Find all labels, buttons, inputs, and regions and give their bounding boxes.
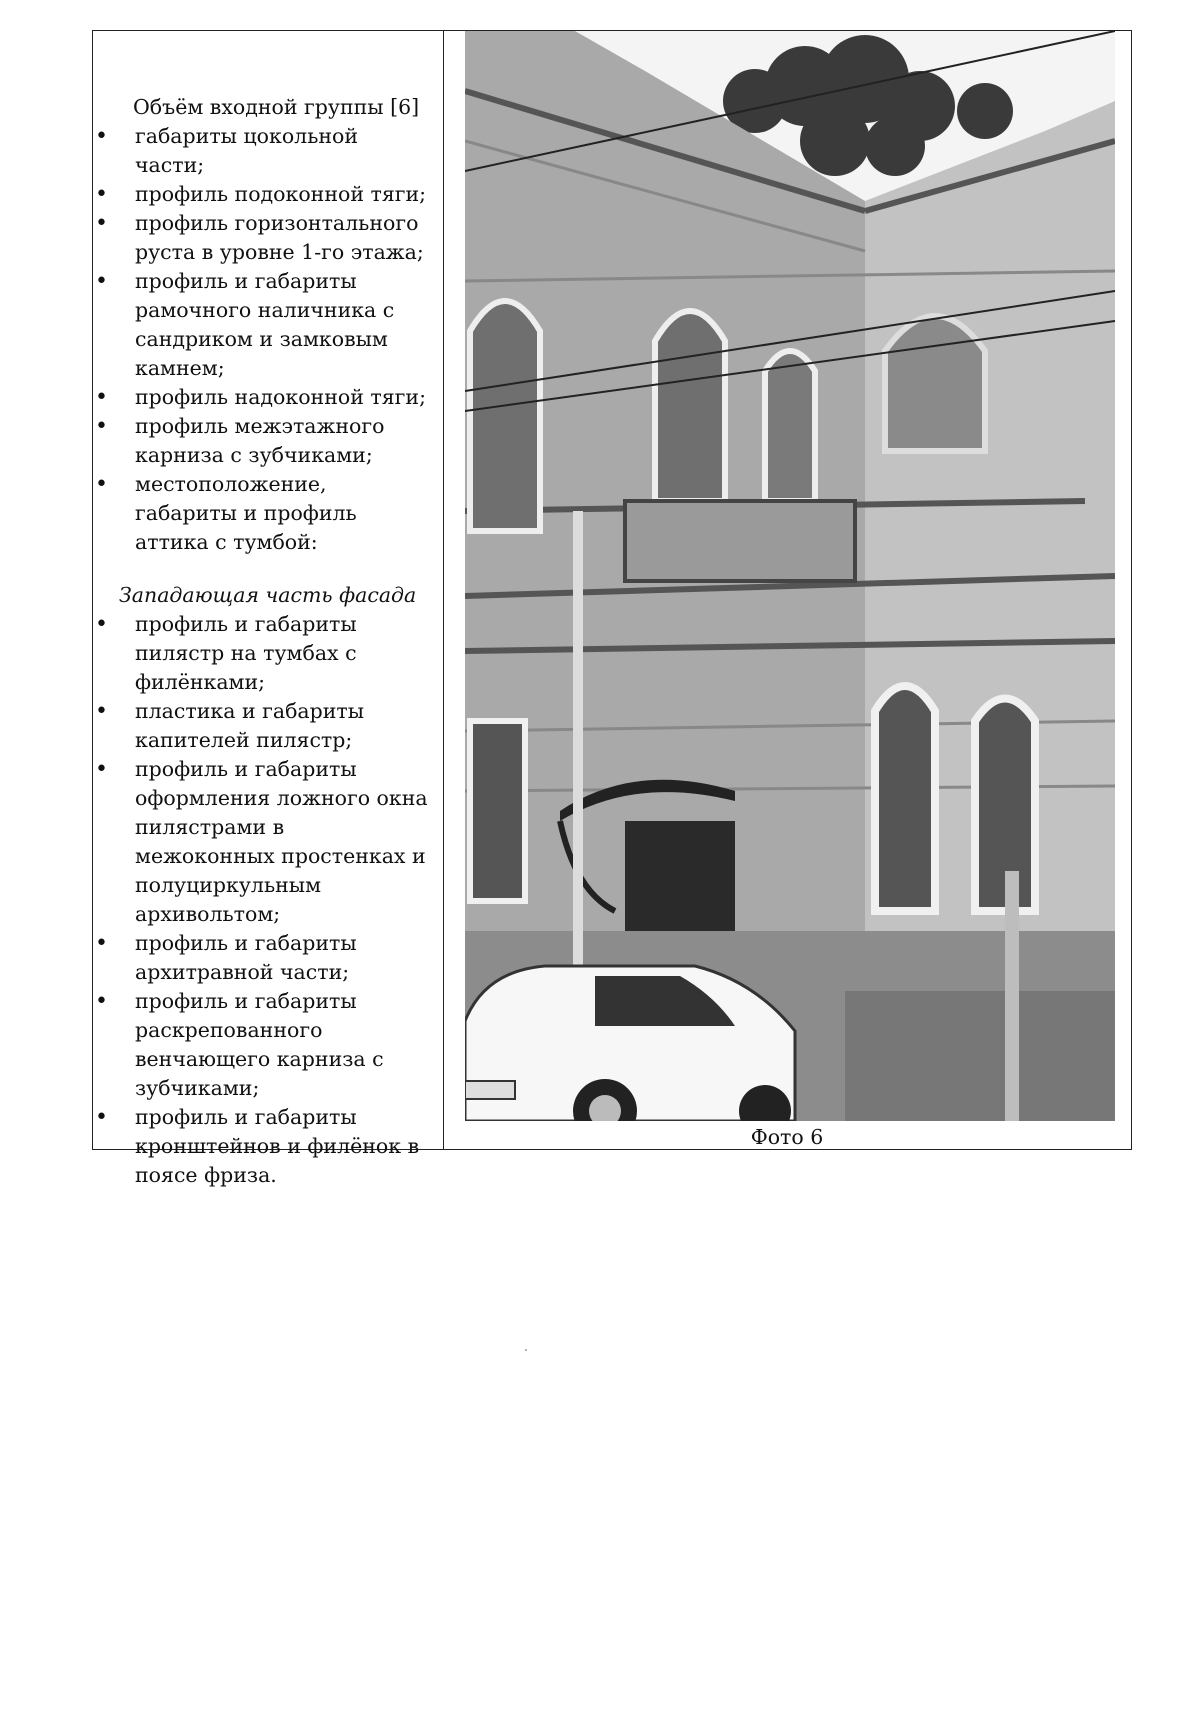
list-item: • местоположение, габариты и профиль аттика с тумбой: bbox=[95, 472, 357, 554]
list-item: • профиль и габариты архитравной части; bbox=[95, 931, 357, 984]
column-divider bbox=[443, 31, 444, 1149]
photo-caption: Фото 6 bbox=[750, 1125, 824, 1149]
bullet-icon: • bbox=[95, 124, 108, 149]
building-photo bbox=[465, 31, 1115, 1121]
bullet-icon: • bbox=[95, 472, 108, 497]
list-item: • профиль надоконной тяги; bbox=[95, 385, 426, 410]
section-heading: Объём входной группы [6] bbox=[133, 95, 420, 119]
feature-list-2 bbox=[93, 610, 429, 1190]
list-item: • габариты цокольной части; bbox=[95, 124, 359, 177]
building-photo-svg bbox=[465, 31, 1115, 1121]
bullet-icon: • bbox=[95, 931, 108, 956]
text-column bbox=[93, 31, 443, 1187]
bullet-icon: • bbox=[95, 757, 108, 782]
list-item: • профиль и габариты рамочного наличника с сандриком и замковым камнем; bbox=[95, 269, 395, 380]
section-subheading: Западающая часть фасада bbox=[119, 583, 417, 607]
car-shape bbox=[465, 966, 795, 1121]
list-item: • профиль и габариты пилястр на тумбах с филёнками; bbox=[95, 612, 357, 694]
bullet-icon: • bbox=[95, 612, 108, 637]
list-item: • профиль и габариты оформления ложного окна пилястрами в межоконных простенках и полуциркульным архивольтом; bbox=[95, 757, 428, 926]
bullet-icon: • bbox=[95, 1105, 108, 1130]
bullet-icon: • bbox=[95, 989, 108, 1014]
list-item: • профиль и габариты кронштейнов и филёнок в поясе фриза. bbox=[95, 1105, 420, 1187]
bullet-icon: • bbox=[95, 414, 108, 439]
list-item: • профиль и габариты раскрепованного венчающего карниза с зубчиками; bbox=[95, 989, 384, 1100]
list-item: • пластика и габариты капителей пилястр; bbox=[95, 699, 365, 752]
feature-list-1 bbox=[93, 122, 429, 557]
bullet-icon: • bbox=[95, 269, 108, 294]
bullet-icon: • bbox=[95, 699, 108, 724]
bullet-icon: • bbox=[95, 211, 108, 236]
list-item: • профиль межэтажного карниза с зубчиками; bbox=[95, 414, 385, 467]
bullet-icon: • bbox=[95, 385, 108, 410]
bullet-icon: • bbox=[95, 182, 108, 207]
list-item: • профиль подоконной тяги; bbox=[95, 182, 427, 207]
scan-speck bbox=[525, 1349, 527, 1351]
content-table bbox=[92, 30, 1132, 1187]
list-item: • профиль горизонтального руста в уровне 1-го этажа; bbox=[95, 211, 424, 264]
